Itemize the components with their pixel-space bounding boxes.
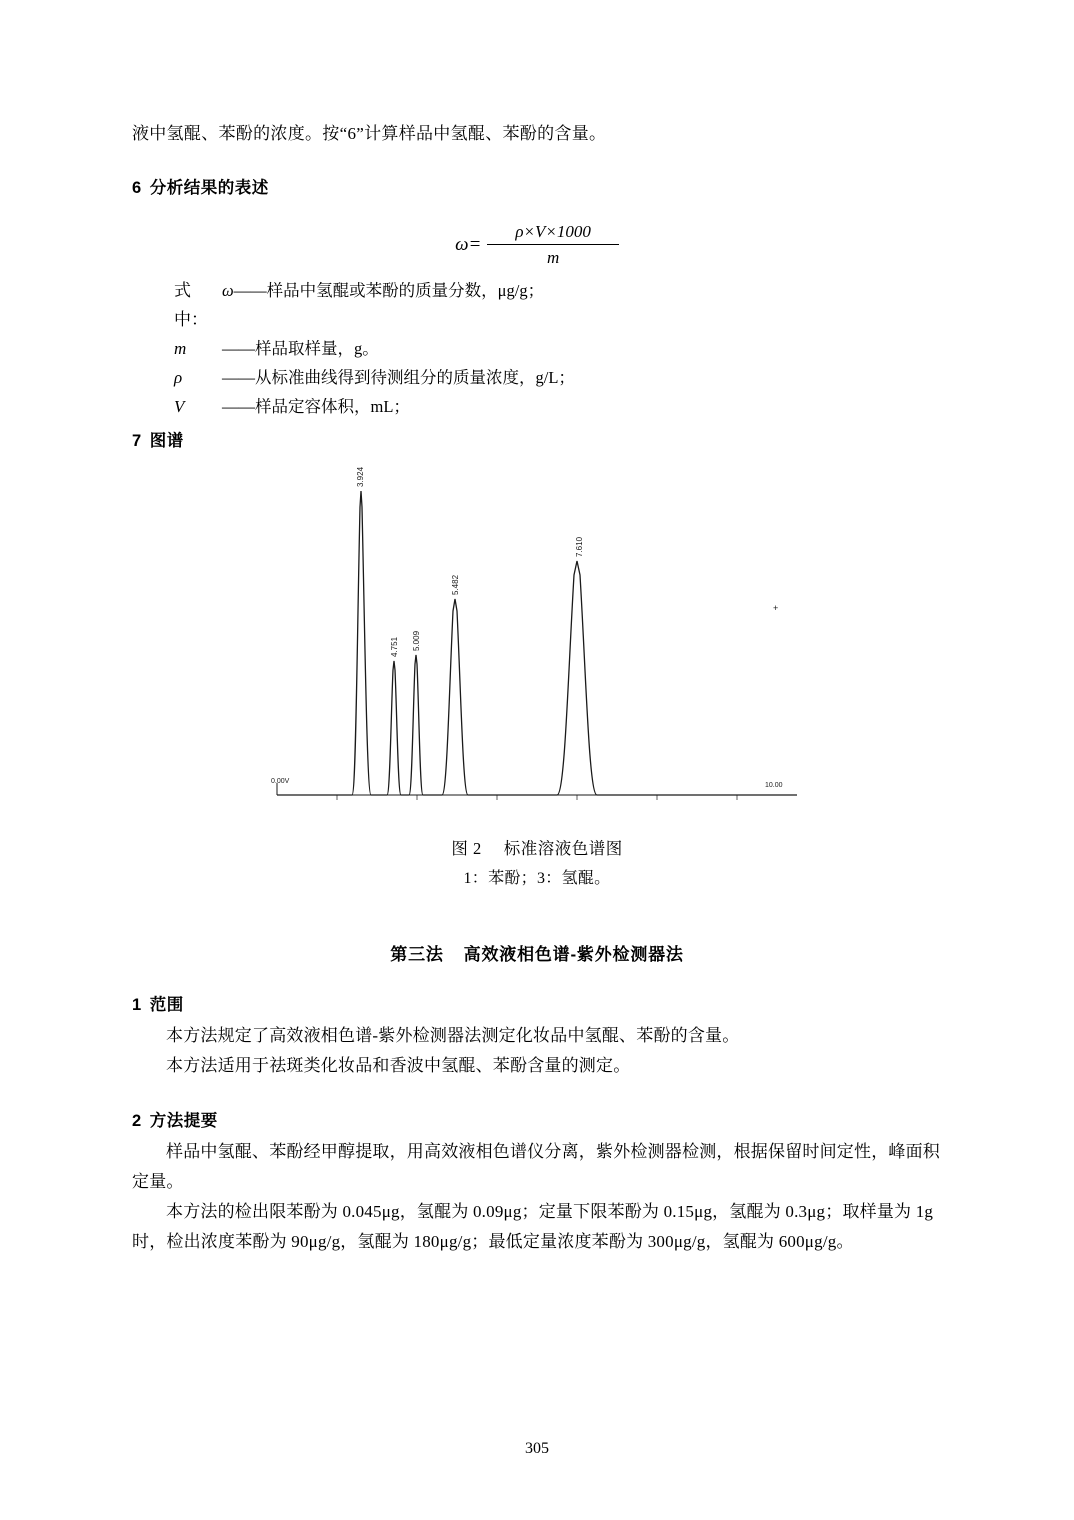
formula-legend [132, 276, 942, 421]
paragraph: 本方法规定了高效液相色谱-紫外检测器法测定化妆品中氢醌、苯酚的含量。 [166, 1026, 740, 1045]
figure-caption-number: 图 2 [451, 839, 482, 858]
where-row [132, 334, 942, 363]
formula-numerator: ρ×V×1000 [487, 222, 619, 245]
heading-m2-title: 方法提要 [149, 1112, 218, 1130]
chromatogram-svg [257, 465, 817, 825]
where-symbol-v: V [174, 397, 185, 416]
formula-fraction [487, 222, 619, 268]
method-title [132, 940, 942, 965]
where-text-rho: ——从标准曲线得到待测组分的质量浓度，g/L； [222, 368, 575, 387]
heading-7-title: 图谱 [149, 432, 184, 450]
paragraph: 本方法的检出限苯酚为 0.045μg，氢醌为 0.09μg；定量下限苯酚为 0.15μg，氢醌为 0.3μg；取样量为 1g 时，检出浓度苯酚为 90μg/g，氢醌为 180μg/g；最低定量浓度苯酚为 300μg/g，氢醌为 600μg/g。 [132, 1202, 934, 1251]
axis-labels [271, 778, 783, 789]
chromatogram-trace [277, 491, 797, 795]
where-symbol-omega: ω [222, 281, 234, 300]
heading-m2-number: 2 [132, 1112, 142, 1130]
heading-6-number: 6 [132, 179, 142, 197]
where-text-omega: ——样品中氢醌或苯酚的质量分数，μg/g； [233, 281, 545, 300]
heading-6-title: 分析结果的表述 [149, 179, 269, 197]
peak-label-2: 4.751 [390, 636, 399, 657]
heading-section-6 [132, 174, 942, 198]
chromatogram-figure [132, 465, 942, 825]
peak-labels [356, 466, 584, 657]
paragraph: 本方法适用于祛斑类化妆品和香波中氢醌、苯酚含量的测定。 [166, 1056, 631, 1075]
peak-label-1: 3.924 [356, 466, 365, 487]
where-row [132, 276, 942, 334]
where-first-line [222, 276, 942, 334]
heading-section-7 [132, 427, 942, 451]
peak-label-3: 5.009 [412, 630, 421, 651]
heading-7-number: 7 [132, 432, 142, 450]
baseline-ticks [337, 795, 737, 800]
where-symbol-rho: ρ [174, 368, 183, 387]
figure-caption [132, 835, 942, 859]
formula-denominator: m [546, 248, 560, 267]
axis-label-right-bottom: 10.00 [765, 782, 783, 789]
formula-block [132, 222, 942, 268]
peak-label-5: 7.610 [575, 536, 584, 557]
top-paragraph: 液中氢醌、苯酚的浓度。按“6”计算样品中氢醌、苯酚的含量。 [132, 124, 607, 143]
formula-lhs: ω= [455, 234, 482, 255]
paragraph: 样品中氢醌、苯酚经甲醇提取，用高效液相色谱仪分离，紫外检测器检测，根据保留时间定性，峰面积定量。 [132, 1142, 940, 1191]
method-2-body [132, 1137, 942, 1257]
method-title-text: 高效液相色谱-紫外检测器法 [463, 945, 684, 964]
where-intro: 式中： [174, 281, 208, 329]
where-symbol-m: m [174, 339, 187, 358]
figure-legend: 1：苯酚；3：氢醌。 [463, 870, 611, 887]
formula [455, 222, 619, 268]
where-text-v: ——样品定容体积，mL； [222, 397, 410, 416]
heading-m1-number: 1 [132, 996, 142, 1014]
where-row [132, 392, 942, 421]
page-number: 305 [525, 1440, 549, 1457]
where-text-m: ——样品取样量，g。 [222, 339, 379, 358]
method-1-body [132, 1021, 942, 1081]
axis-label-left-bottom: 0.00V [271, 778, 290, 785]
figure-caption-text: 标准溶液色谱图 [503, 839, 623, 858]
where-row [132, 363, 942, 392]
heading-method-1 [132, 991, 942, 1015]
chart-corner-mark: + [773, 603, 779, 613]
method-title-prefix: 第三法 [390, 945, 444, 964]
heading-m1-title: 范围 [149, 996, 184, 1014]
heading-method-2 [132, 1107, 942, 1131]
peak-label-4: 5.482 [451, 574, 460, 595]
